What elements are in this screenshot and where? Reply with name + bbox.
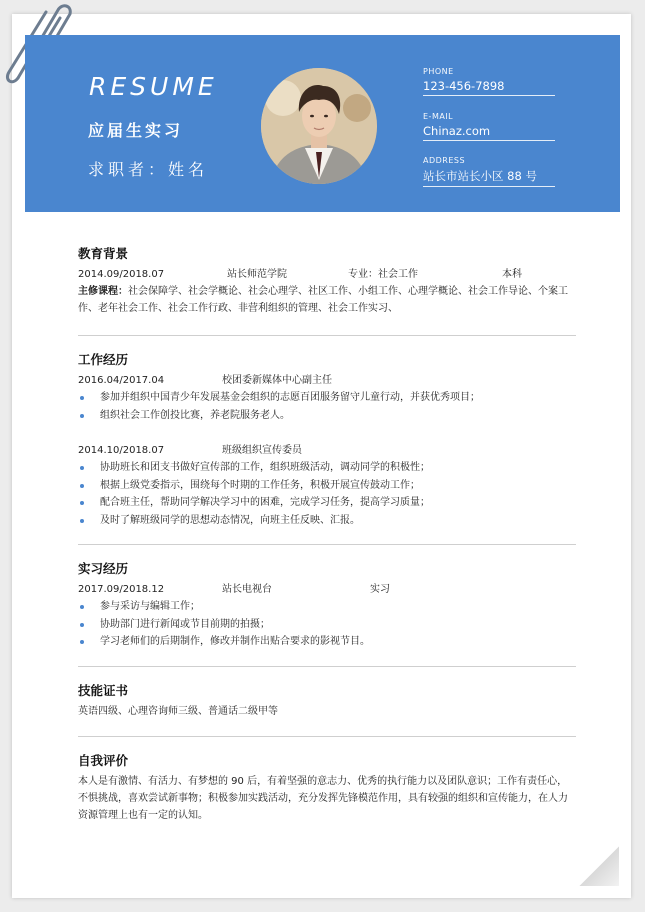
section-internship [78, 559, 576, 651]
section-title: 工作经历 [78, 352, 129, 367]
section-title: 技能证书 [78, 682, 129, 698]
email-value: Chinaz.com [423, 124, 555, 141]
list-item: 参与采访与编辑工作； [78, 598, 576, 616]
divider [78, 736, 576, 737]
courses-label: 主修课程： [78, 286, 128, 297]
list-item: 协助班长和团支书做好宣传部的工作，组织班级活动，调动同学的积极性； [78, 459, 576, 477]
address-value: 站长市站长小区 88 号 [423, 168, 555, 187]
phone-value: 123-456-7898 [423, 79, 555, 96]
list-item: 协助部门进行新闻或节目前期的拍摄； [78, 616, 576, 634]
contact-email [423, 112, 555, 141]
list-item: 根据上级党委指示，围绕每个时期的工作任务，积极开展宣传鼓动工作； [78, 477, 576, 495]
work-role: 班级组织宣传委员 [222, 445, 302, 456]
work-bullets [78, 459, 576, 529]
section-title: 自我评价 [78, 752, 129, 768]
list-item: 组织社会工作创投比赛，养老院服务老人。 [78, 407, 576, 425]
internship-row [78, 581, 576, 598]
work-period: 2016.04/2017.04 [78, 375, 165, 386]
self-evaluation-text: 本人是有激情、有活力、有梦想的 90 后，有着坚强的意志力、优秀的执行能力以及团队意识；工作有责任心，不惧挑战，喜欢尝试新事物；积极参加实践活动，充分发挥先锋模范作用，具有较强的组织和宣传能力，在人力资源管理上也有一定的认知。 [78, 775, 568, 821]
education-major: 专业：社会工作 [348, 269, 418, 280]
contact-phone [423, 67, 555, 96]
resume-word: RESUME [89, 72, 218, 101]
work-entry-row [78, 372, 576, 389]
portrait-photo [261, 68, 377, 184]
work-bullets [78, 389, 576, 424]
divider [78, 666, 576, 667]
position-title: 应届生实习 [88, 121, 184, 140]
education-degree: 本科 [502, 269, 522, 280]
job-seeker-label: 求职者： [88, 160, 169, 179]
skills-text: 英语四级、心理咨询师三级、普通话二级甲等 [78, 705, 278, 717]
education-period: 2014.09/2018.07 [78, 269, 165, 280]
internship-bullets [78, 598, 576, 651]
list-item: 参加并组织中国青少年发展基金会组织的志愿百团服务留守儿童行动，并获优秀项目； [78, 389, 576, 407]
resume-body [78, 244, 576, 824]
resume-header [25, 35, 620, 212]
section-title: 教育背景 [78, 246, 129, 261]
divider [78, 335, 576, 336]
job-seeker-name: 姓名 [168, 160, 209, 179]
avatar [261, 68, 377, 184]
email-label: E-MAIL [423, 112, 454, 121]
work-entry-row [78, 442, 576, 459]
courses-text: 社会保障学、社会学概论、社会心理学、社区工作、小组工作、心理学概论、社会工作导论、个案工作、老年社会工作、社会工作行政、非营利组织的管理、社会工作实习、 [78, 286, 568, 314]
section-skills [78, 681, 576, 720]
list-item: 配合班主任，帮助同学解决学习中的困难，完成学习任务，提高学习质量； [78, 494, 576, 512]
phone-label: PHONE [423, 67, 454, 76]
job-seeker-line [88, 157, 208, 180]
section-self-evaluation [78, 751, 576, 824]
divider [78, 544, 576, 545]
internship-role: 实习 [370, 584, 390, 595]
section-education [78, 244, 576, 317]
work-role: 校团委新媒体中心副主任 [222, 375, 332, 386]
internship-period: 2017.09/2018.12 [78, 584, 165, 595]
internship-org: 站长电视台 [222, 584, 272, 595]
section-title: 实习经历 [78, 561, 129, 576]
education-row [78, 266, 576, 283]
page-curl [579, 846, 619, 886]
address-label: ADDRESS [423, 156, 466, 165]
list-item: 及时了解班级同学的思想动态情况，向班主任反映、汇报。 [78, 512, 576, 530]
section-work [78, 350, 576, 529]
work-period: 2014.10/2018.07 [78, 445, 165, 456]
education-school: 站长师范学院 [227, 269, 287, 280]
contact-address [423, 156, 555, 187]
education-courses [78, 283, 576, 317]
list-item: 学习老师们的后期制作，修改并制作出贴合要求的影视节目。 [78, 633, 576, 651]
